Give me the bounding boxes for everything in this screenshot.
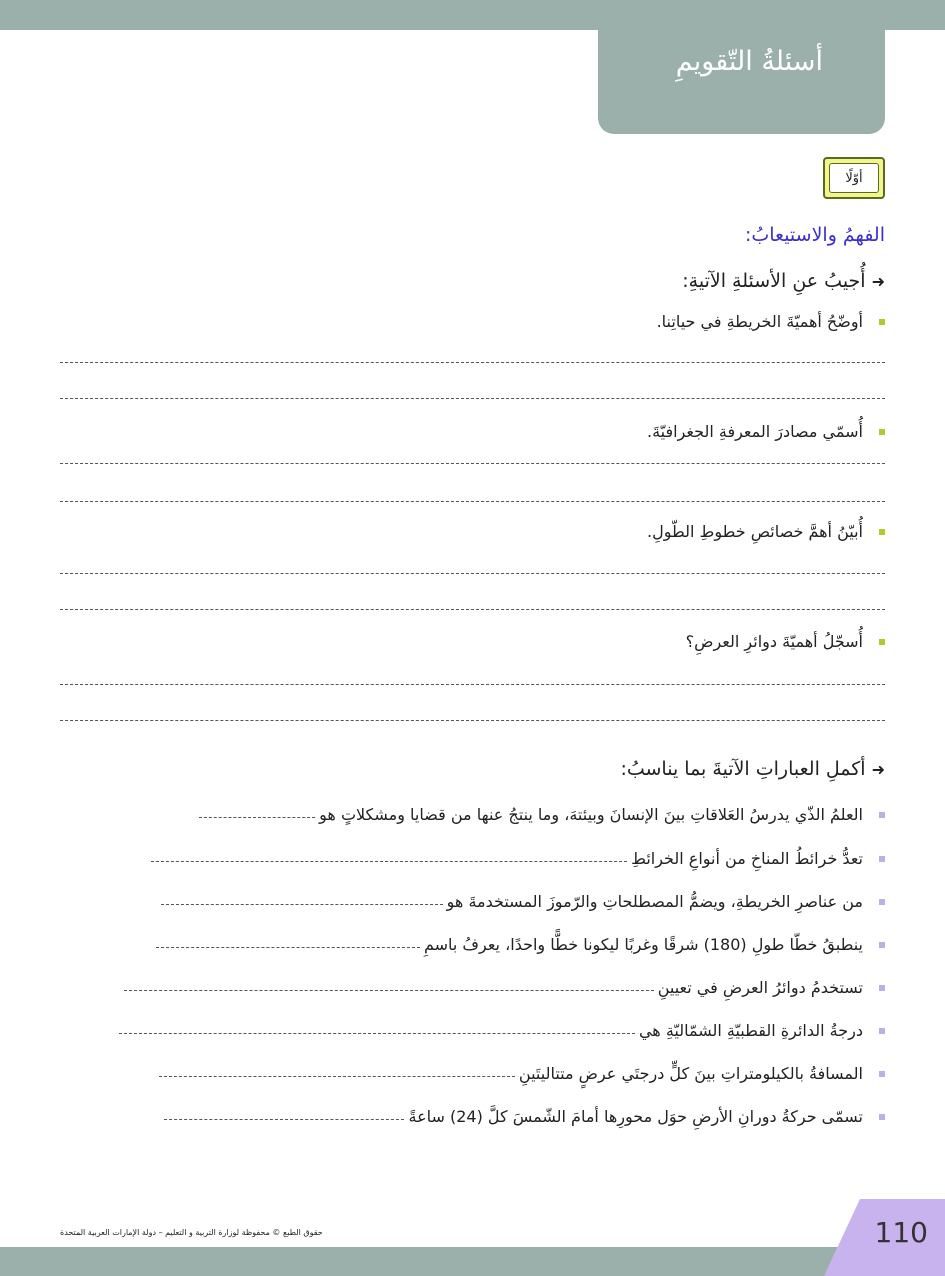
bullet-icon [879, 529, 885, 535]
question-item [686, 632, 885, 651]
answer-line[interactable] [60, 609, 885, 610]
statement-item [119, 1021, 885, 1040]
statement-text: العلمُ الذّي يدرسُ العَلاقاتِ بينَ الإنسانَ وبيئتهَ، وما ينتجُ عنها من قضايا ومشكلاتٍ هو [319, 805, 863, 824]
page-number: 110 [874, 1216, 928, 1249]
complete-instruction [620, 758, 885, 780]
fill-blank[interactable] [159, 1076, 515, 1077]
bullet-icon [879, 942, 885, 948]
fill-blank[interactable] [161, 904, 443, 905]
statement-item [156, 935, 885, 954]
section-heading: الفهمُ والاستيعابُ: [744, 224, 885, 246]
statement-text: المسافةُ بالكيلومتراتِ بينَ كلٍّ درجتَي عرضٍ متتاليتَينِ [518, 1064, 863, 1083]
statement-text: ينطبقُ خطّا طولِ (180) شرقًا وغربًا ليكونا خطًّا واحدًا، يعرفُ باسمِ [423, 935, 863, 954]
section-badge-label: أوّلًا [829, 163, 879, 193]
statement-text: من عناصرِ الخريطةِ، ويضمُّ المصطلحاتِ والرّموزَ المستخدمةَ هو [446, 892, 863, 911]
statement-text: تعدُّ خرائطُ المناخِ من أنواعِ الخرائطِ [631, 849, 863, 868]
question-text: أوضّحُ أهميّةَ الخريطةِ في حياتِنا. [656, 312, 863, 331]
bullet-icon [879, 429, 885, 435]
answer-line[interactable] [60, 720, 885, 721]
statement-item [159, 1064, 885, 1083]
question-item [647, 422, 885, 441]
bullet-icon [879, 1071, 885, 1077]
statement-item [161, 892, 885, 911]
question-text: أُسمّي مصادرَ المعرفةِ الجغرافيّةَ. [647, 422, 863, 441]
answer-line[interactable] [60, 362, 885, 363]
bullet-icon [879, 812, 885, 818]
arrow-right-icon: ➜ [871, 759, 885, 779]
page-title: أسئلةُ التّقويمِ [675, 46, 823, 77]
fill-blank[interactable] [151, 861, 627, 862]
statement-text: تسمّى حركةُ دورانِ الأرضِ حوَل محورِها أمامَ الشّمسَ كلَّ (24) ساعةً [408, 1107, 863, 1126]
fill-blank[interactable] [119, 1033, 635, 1034]
question-item [657, 312, 885, 331]
statement-item [199, 805, 885, 824]
question-text: أُسجّلُ أهميّةَ دوائرِ العرضِ؟ [685, 632, 863, 651]
bullet-icon [879, 319, 885, 325]
statement-text: درجةُ الدائرةِ القطبيّةِ الشمّاليّةِ هي [638, 1021, 863, 1040]
answer-line[interactable] [60, 463, 885, 464]
bullet-icon [879, 639, 885, 645]
answer-line[interactable] [60, 573, 885, 574]
section-badge [823, 157, 885, 199]
fill-blank[interactable] [124, 990, 654, 991]
statement-item [124, 978, 885, 997]
complete-instruction-text: أكملِ العباراتِ الآتيةَ بما يناسبُ: [620, 758, 866, 780]
statement-text: تستخدمُ دوائرُ العرضِ في تعيينِ [657, 978, 863, 997]
question-text: أُبيّنُ أهمَّ خصائصِ خطوطِ الطّولِ. [647, 522, 863, 541]
fill-blank[interactable] [156, 947, 420, 948]
answer-instruction [682, 270, 885, 292]
fill-blank[interactable] [199, 817, 315, 818]
copyright-notice: حقوق الطبع © محفوظة لوزارة التربية و التعليم – دولة الإمارات العربية المتحدة [60, 1228, 323, 1237]
statement-item [164, 1107, 885, 1126]
statement-item [151, 849, 885, 868]
answer-line[interactable] [60, 398, 885, 399]
arrow-right-icon: ➜ [871, 271, 885, 291]
bullet-icon [879, 1028, 885, 1034]
title-tab [598, 0, 885, 134]
fill-blank[interactable] [164, 1119, 404, 1120]
bullet-icon [879, 856, 885, 862]
answer-line[interactable] [60, 501, 885, 502]
bullet-icon [879, 899, 885, 905]
bullet-icon [879, 985, 885, 991]
answer-line[interactable] [60, 684, 885, 685]
question-item [647, 522, 885, 541]
answer-instruction-text: أُجيبُ عنِ الأسئلةِ الآتيةِ: [682, 270, 866, 292]
bullet-icon [879, 1114, 885, 1120]
footer-bar [0, 1247, 945, 1276]
